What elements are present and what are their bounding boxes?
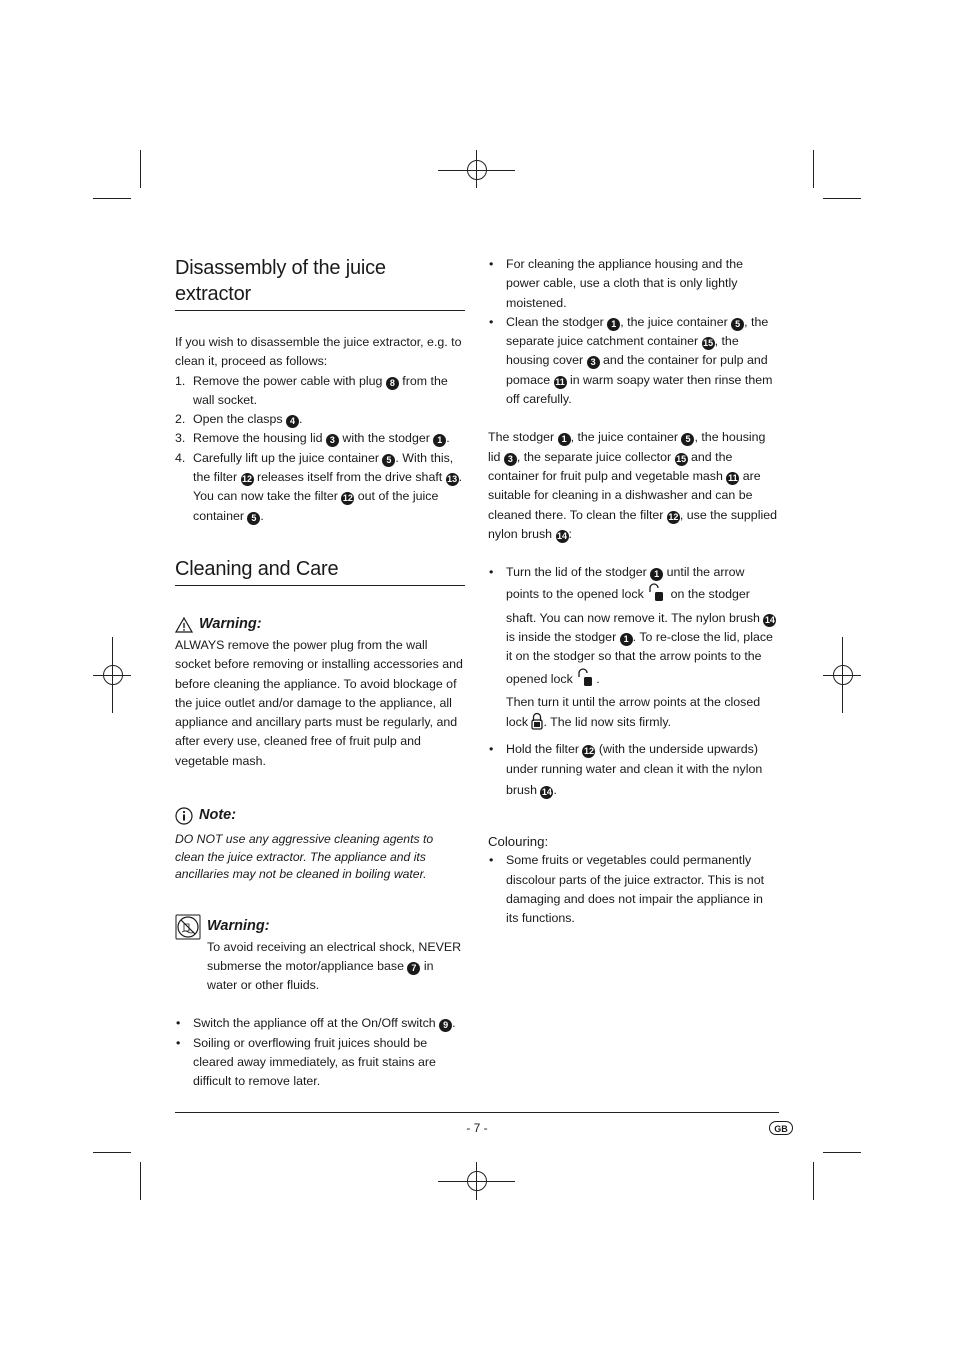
part-ref: 5 (247, 512, 260, 525)
part-ref: 1 (607, 318, 620, 331)
colouring-bullets (488, 851, 778, 928)
part-ref: 1 (620, 633, 633, 646)
bullet-text: . (596, 671, 600, 686)
bullet-item (488, 313, 778, 409)
bullet-item: • Some fruits or vegetables could permanently discolour parts of the juice extractor. This is not damaging and does not impair the appliance in its functions. (488, 851, 778, 928)
part-ref: 5 (382, 454, 395, 467)
step-text: releases itself from the drive shaft (253, 470, 446, 485)
part-ref: 12 (242, 474, 253, 485)
part-ref: 3 (504, 453, 517, 466)
note-text: DO NOT use any aggressive cleaning agents to clean the juice extractor. The appliance and its ancillaries may not be cleaned in boiling water. (175, 832, 434, 882)
bullet-text: Turn the lid of the stodger (506, 565, 651, 580)
warning-heading-electric (175, 916, 465, 938)
bullet-text: Switch the appliance off at the On/Off switch (193, 1016, 440, 1031)
note-heading (175, 805, 465, 827)
step-text: Carefully lift up the juice container (193, 450, 383, 465)
step-text: Remove the power cable with plug (193, 373, 386, 388)
bullet-text: . (553, 782, 557, 797)
part-ref: 1 (650, 568, 663, 581)
part-ref: 1 (558, 433, 571, 446)
open-lock-icon (576, 667, 596, 693)
part-ref: 5 (681, 433, 694, 446)
bullet-item: • For cleaning the appliance housing and the power cable, use a cloth that is only lightly moistened. (488, 255, 778, 313)
registration-circle (467, 1171, 487, 1191)
step-number: 2. (175, 412, 186, 427)
part-ref: 14 (541, 786, 552, 797)
disassembly-heading: Disassembly of the juice extractor (175, 255, 465, 311)
part-ref: 1 (433, 434, 446, 447)
bullet-text: in warm soapy water then rinse them off carefully. (506, 372, 773, 407)
crop-mark (93, 1152, 131, 1153)
step-number: 4. (175, 450, 186, 465)
crop-mark (813, 1162, 814, 1200)
bullet-text: Soiling or overflowing fruit juices should be cleared away immediately, as fruit stains are difficult to remove later. (193, 1035, 436, 1089)
page-number: - 7 - (466, 1121, 488, 1135)
part-ref: 12 (342, 493, 353, 504)
para-text: , the separate juice collector (516, 449, 675, 464)
language-badge: GB (769, 1121, 793, 1135)
step-text: from the wall socket. (193, 373, 448, 407)
part-ref: 14 (557, 530, 568, 541)
bullet-text: until the arrow points to the opened lock (506, 565, 745, 602)
part-ref: 14 (764, 614, 775, 625)
electric-warning-text (175, 938, 465, 996)
warning-text-part: in water or other fluids. (207, 958, 434, 993)
step-text: . You can now take the filter (193, 470, 463, 504)
closed-lock-icon (531, 712, 543, 736)
warning-label: Warning: (199, 616, 262, 633)
dishwasher-paragraph (488, 428, 778, 544)
para-text: are suitable for cleaning in a dishwasher and can be cleaned there. To clean the filter (488, 468, 761, 522)
bullet-item (175, 1034, 465, 1092)
bullet-text: is inside the stodger (506, 630, 620, 645)
cleaning-bullets (175, 1014, 465, 1091)
housing-bullets (488, 255, 778, 409)
para-text: The stodger (488, 430, 558, 445)
step-4 (175, 449, 465, 526)
part-ref: 7 (407, 962, 420, 975)
part-ref: 15 (703, 338, 714, 349)
part-ref: 5 (731, 318, 744, 331)
bullet-text: , the housing cover (506, 334, 739, 368)
footer-rule (175, 1112, 779, 1113)
part-ref: 15 (676, 453, 687, 464)
cleaning-heading: Cleaning and Care (175, 556, 465, 586)
crop-mark (823, 1152, 861, 1153)
disassembly-steps (175, 372, 465, 526)
para-text: and the container for fruit pulp and vegetable mash (488, 449, 733, 483)
step-text: with the stodger (338, 431, 434, 446)
filter-bullets (488, 563, 778, 800)
registration-circle (467, 160, 487, 180)
part-ref: 8 (386, 377, 399, 390)
step-text: . (260, 508, 264, 523)
bullet-item (488, 739, 778, 801)
crop-mark (823, 198, 861, 199)
crop-mark (140, 1162, 141, 1200)
info-icon (175, 807, 193, 825)
part-ref: 3 (326, 434, 339, 447)
bullet-text: , the separate juice catchment container (506, 314, 769, 349)
bullet-text: Then turn it until the arrow points at the closed lock (506, 694, 761, 730)
bullet-text: on the stodger shaft. You can now remove it. The nylon brush (506, 587, 764, 625)
para-text: , the housing lid (488, 430, 766, 464)
no-water-icon (175, 914, 201, 940)
step-text: . With this, the filter (193, 450, 454, 485)
step-text: Open the clasps (193, 412, 286, 427)
bullet-item (488, 563, 778, 736)
registration-circle (833, 665, 853, 685)
colouring-heading: Colouring: (488, 834, 549, 850)
registration-circle (103, 665, 123, 685)
step-text: . (298, 412, 303, 427)
part-ref: 11 (728, 472, 738, 483)
step-text: out of the juice container (193, 489, 439, 523)
bullet-text: . (452, 1016, 456, 1031)
step-number: 1. (175, 373, 186, 388)
left-column (175, 255, 465, 1092)
bullet-text: . To re-close the lid, place it on the stodger so that the arrow points to the opened lock (506, 630, 773, 686)
warning-text: ALWAYS remove the power plug from the wall socket before removing or installing accessories and before cleaning the appliance. To avoid blockage of the juice outlet and/or damage to the appliance, all appliance and ancillary parts must be regularly, and after every use, cleaned free of fruit pulp and vegetable mash. (175, 637, 463, 768)
bullet-text: . The lid now sits firmly. (543, 715, 672, 730)
bullet-text: (with the underside upwards) under running water and clean it with the nylon brush (506, 741, 763, 797)
bullet-text: Clean the stodger (506, 314, 608, 329)
bullet-item (175, 1014, 465, 1033)
bullet-text: Hold the filter (506, 741, 583, 756)
para-text: , use the supplied nylon brush (488, 507, 777, 541)
warning-text-part: To avoid receiving an electrical shock, NEVER submerse the motor/appliance base (207, 939, 462, 973)
step-number: 3. (175, 431, 186, 446)
para-text: , the juice container (570, 430, 682, 445)
part-ref: 11 (555, 376, 565, 387)
disassembly-intro: If you wish to disassemble the juice extractor, e.g. to clean it, proceed as follows: (175, 335, 462, 369)
part-ref: 12 (583, 745, 594, 756)
part-ref: 9 (439, 1019, 452, 1032)
warning-label: Warning: (207, 917, 270, 934)
step-text: Remove the housing lid (193, 431, 326, 446)
part-ref: 4 (286, 415, 299, 428)
right-column (488, 255, 778, 929)
part-ref: 3 (587, 356, 600, 369)
warning-heading (175, 614, 465, 636)
step-text: . (446, 431, 450, 446)
bullet-text: , the juice container (620, 314, 732, 329)
part-ref: 12 (668, 511, 679, 522)
crop-mark (813, 150, 814, 188)
step-1 (175, 372, 465, 411)
warning-triangle-icon (175, 617, 193, 633)
crop-mark (140, 150, 141, 188)
note-label: Note: (199, 807, 237, 824)
step-2 (175, 410, 465, 429)
part-ref: 13 (447, 474, 458, 485)
para-text: : (568, 526, 572, 541)
open-lock-icon (647, 582, 667, 608)
step-3 (175, 429, 465, 448)
crop-mark (93, 198, 131, 199)
bullet-text: and the container for pulp and pomace (506, 353, 768, 387)
